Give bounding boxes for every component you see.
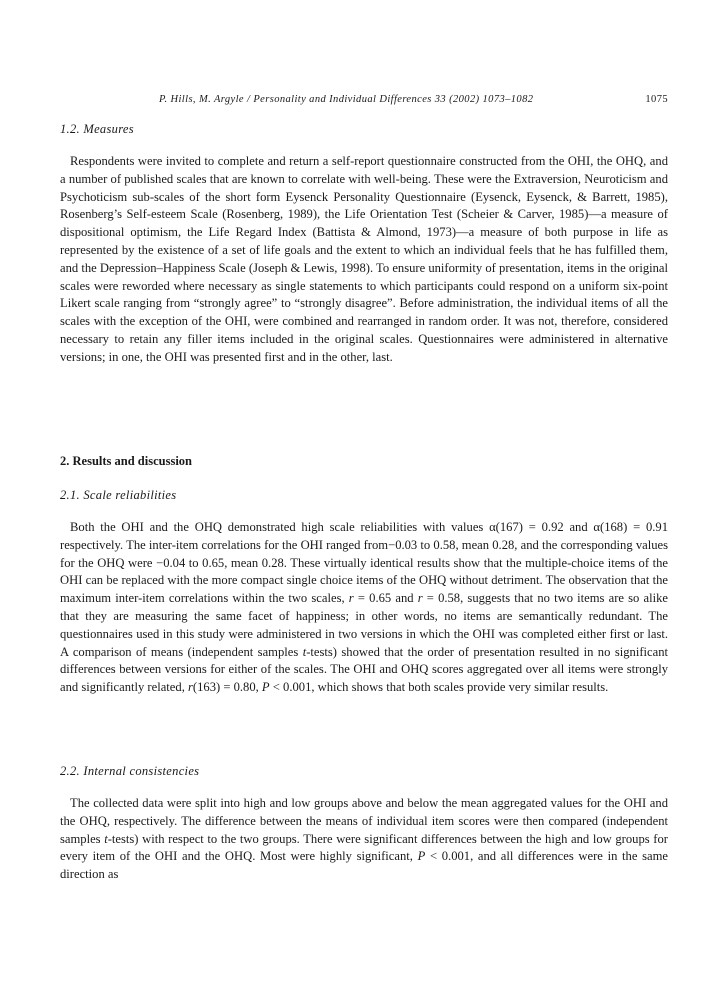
text-run: = 0.65 and [353, 591, 418, 606]
symbol-r: r [188, 680, 193, 695]
section-heading-internal-consistencies: 2.2. Internal consistencies [60, 764, 200, 778]
running-head-citation: P. Hills, M. Argyle / Personality and Individual Differences 33 (2002) 1073–1082 [159, 94, 534, 105]
section-heading-results: 2. Results and discussion [60, 454, 192, 468]
symbol-t: t [104, 831, 108, 846]
text-run: = 0.58, suggests that no two items are so alike that they are measuring the same facet of happiness; in other words, no items are semantically redundant. The questionnaires used in this study were administered in two versions in which the OHI was completed either first or last. A comparison of means (independent samples [60, 591, 669, 659]
paragraph-measures: Respondents were invited to complete and return a self-report questionnaire constructed from the OHI, the OHQ, and a number of published scales that are known to correlate with well-being. These were the Extraversion, Neuroticism and Psychoticism sub-scales of the short form Eysenck Personality Questionnaire (Eysenck, Eysenck, & Barrett, 1985), Rosenberg’s Self-esteem Scale (Rosenberg, 1989), the Life Orientation Test (Scheier & Carver, 1985)—a measure of dispositional optimism, the Life Regard Index (Battista & Almond, 1973)—a measure of both purpose in life as represented by the existence of a set of life goals and the extent to which an individual feels that he has fulfilled them, and the Depression–Happiness Scale (Joseph & Lewis, 1998). To ensure uniformity of presentation, items in the original scales were reworded where necessary as single statements to which participants could respond on a uniform six-point Likert scale ranging from “strongly agree” to “strongly disagree”. Before administration, the individual items of all the scales with the exception of the OHI, were combined and rearranged in random order. It was not, therefore, considered necessary to retain any filler items included in the original scales. Questionnaires were administered in alternative versions; in one, the OHI was presented first and in the other, last. [60, 154, 668, 364]
paper-page [60, 0, 668, 994]
symbol-P: P [261, 680, 270, 695]
text-run: (163) = 0.80, [192, 680, 262, 695]
text-run: -tests) with respect to the two groups. There were significant differences between the high and low groups for every item of the OHI and the OHQ. Most were highly significant, [60, 831, 668, 864]
text-run: Both the OHI and the OHQ demonstrated high scale reliabilities with values α(167) = 0.92 and α(168) = 0.91 respectively. The inter-item correlations for the OHI ranged from−0.03 to 0.58, mean 0.28, and the corresponding values for the OHQ were −0.04 to 0.65, mean 0.28. These virtually identical results show that the multiple-choice items of the OHI can be replaced with the more compact single choice items of the OHQ without detriment. The observation that the maximum inter-item correlations within the two scales, [60, 520, 668, 606]
section-heading-scale-reliabilities: 2.1. Scale reliabilities [60, 488, 177, 502]
text-run: -tests) showed that the order of presentation resulted in no significant differences between versions for either of the scales. The OHI and OHQ scores aggregated over all items were strongly and significantly related, [60, 644, 668, 695]
symbol-t: t [302, 644, 307, 659]
symbol-P: P [417, 849, 426, 864]
text-run: < 0.001, and all differences were in the same direction as [60, 849, 668, 882]
section-heading-measures: 1.2. Measures [60, 122, 134, 136]
symbol-r: r [417, 591, 423, 606]
symbol-r: r [348, 591, 354, 606]
page-number: 1075 [645, 94, 668, 105]
text-run: < 0.001, which shows that both scales provide very similar results. [269, 680, 609, 695]
paragraph-scale-reliabilities [60, 519, 668, 697]
text-run: The collected data were split into high and low groups above and below the mean aggregated values for the OHI and the OHQ, respectively. The difference between the means of individual item scores were then compared (independent samples [60, 796, 668, 846]
paragraph-internal-consistencies [60, 795, 668, 884]
